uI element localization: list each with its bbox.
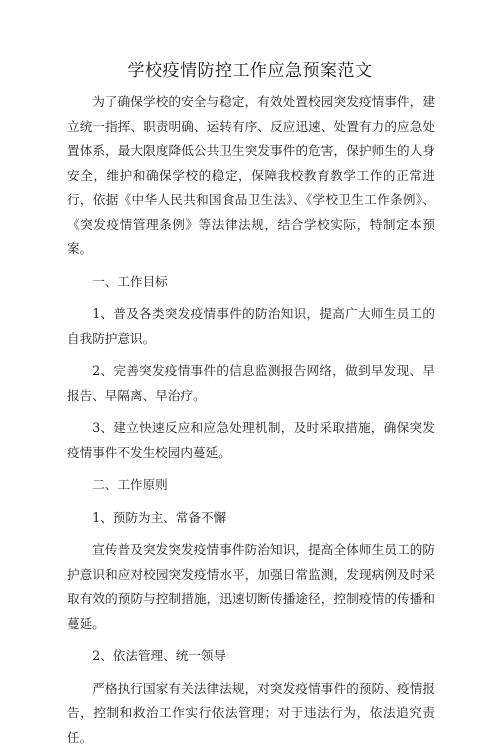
- goal-item-1: 1、普及各类突发疫情事件的防治知识，提高广大师生员工的自我防护意识。: [67, 302, 435, 351]
- intro-paragraph: 为了确保学校的安全与稳定，有效处置校园突发疫情事件，建立统一指挥、职责明确、运转有序、反应迅速、处置有力的应急处置体系，最大限度降低公共卫生突发事件的危害，保护师生的人身安全，维护和确保学校的稳定，保障我校教育教学工作的正常进行，依据《中华人民共和国食品卫生法》、《学校卫生工作条例》、《突发疫情管理条例》等法律法规，结合学校实际，特制定本预案。: [67, 90, 435, 262]
- section-heading-principles: 二、工作原则: [67, 473, 435, 498]
- goal-item-3: 3、建立快速反应和应急处理机制，及时采取措施，确保突发疫情事件不发生校园内蔓延。: [67, 416, 435, 465]
- principle-paragraph-2: 严格执行国家有关法律法规，对突发疫情事件的预防、疫情报告，控制和救治工作实行依法管理；对于违法行为，依法追究责任。: [67, 677, 435, 750]
- goal-item-2: 2、完善突发疫情事件的信息监测报告网络，做到早发现、早报告、早隔离、早治疗。: [67, 359, 435, 408]
- section-heading-goals: 一、工作目标: [67, 270, 435, 295]
- principle-paragraph-1: 宣传普及突发突发疫情事件防治知识，提高全体师生员工的防护意识和应对校园突发疫情水平，加强日常监测，发现病例及时采取有效的预防与控制措施，迅速切断传播途径，控制疫情的传播和蔓延。: [67, 538, 435, 636]
- principle-heading-1: 1、预防为主、常备不懈: [67, 506, 435, 531]
- document-title: 学校疫情防控工作应急预案范文: [0, 60, 500, 82]
- principle-heading-2: 2、依法管理、统一领导: [67, 644, 435, 669]
- document-body: [67, 90, 435, 750]
